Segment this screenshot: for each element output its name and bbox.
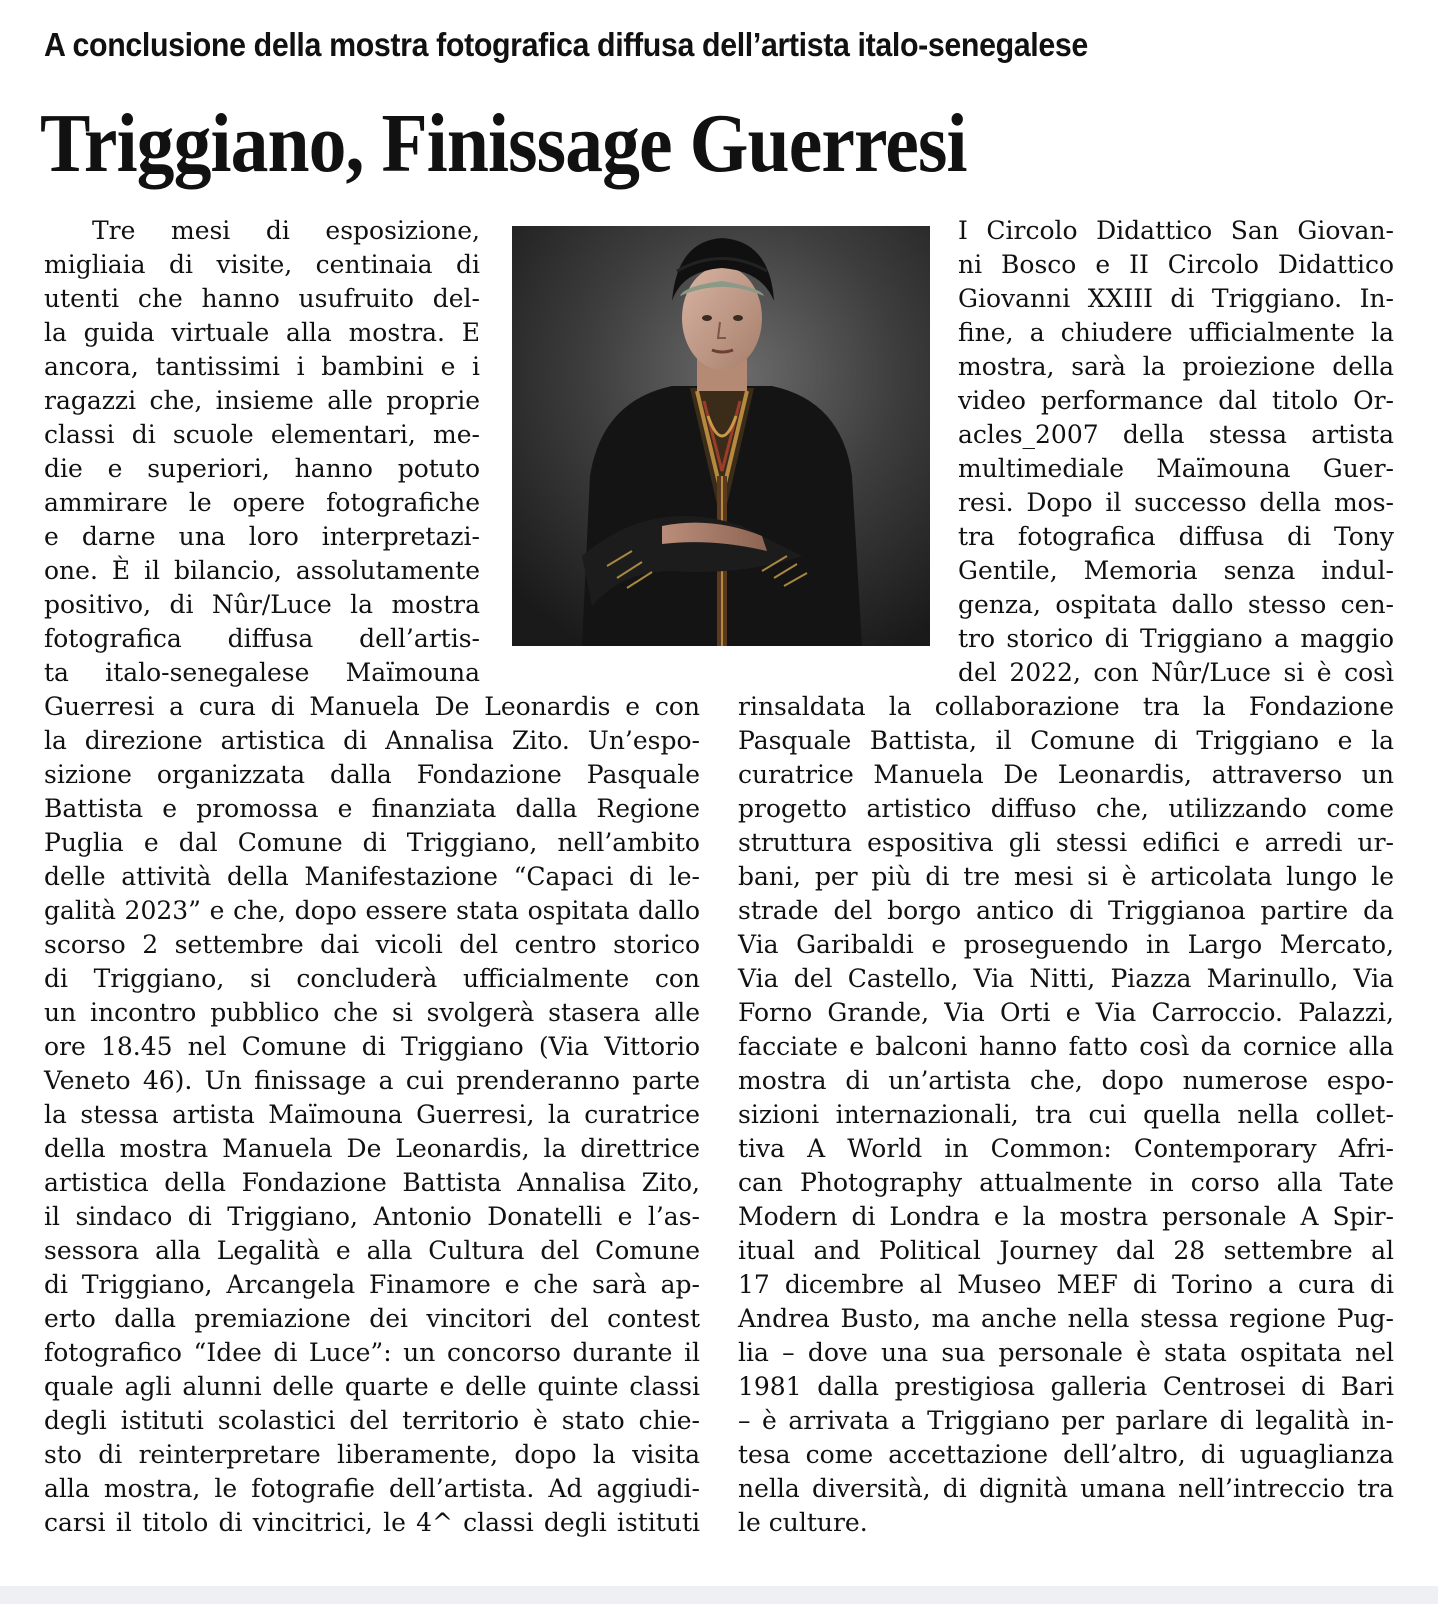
text-line: Modern di Londra e la mostra personale A Spir-	[738, 1202, 1394, 1231]
text-line: itual and Political Journey dal 28 settembre al	[738, 1236, 1394, 1265]
text-line: fotografica diffusa dell’artis-	[44, 624, 480, 653]
text-line: strade del borgo antico di Triggianoa partire da	[738, 896, 1394, 925]
portrait-photo-icon	[512, 226, 930, 646]
column-left-top	[44, 214, 480, 690]
text-line: tiva A World in Common: Contemporary Afri-	[738, 1134, 1394, 1163]
text-line: curatrice Manuela De Leonardis, attraverso un	[738, 760, 1394, 789]
text-line: del 2022, con Nûr/Luce si è così	[958, 658, 1394, 687]
text-line: sizioni internazionali, tra cui quella nella collet-	[738, 1100, 1394, 1129]
text-line: delle attività della Manifestazione “Capaci di le-	[44, 862, 700, 891]
text-line: Puglia e dal Comune di Triggiano, nell’ambito	[44, 828, 700, 857]
text-line: Tre mesi di esposizione,	[92, 216, 480, 245]
text-line: alla mostra, le fotografie dell’artista. Ad aggiudi-	[44, 1474, 700, 1503]
page-bottom-edge	[0, 1586, 1438, 1604]
text-line: video performance dal titolo Or-	[958, 386, 1394, 415]
text-line: scorso 2 settembre dai vicoli del centro storico	[44, 930, 700, 959]
text-line: degli istituti scolastici del territorio è stato chie-	[44, 1406, 700, 1435]
text-line: sessora alla Legalità e alla Cultura del Comune	[44, 1236, 700, 1265]
text-line: die e superiori, hanno potuto	[44, 454, 480, 483]
text-line: tra fotografica diffusa di Tony	[958, 522, 1394, 551]
text-line: struttura espositiva gli stessi edifici e arredi ur-	[738, 828, 1394, 857]
text-line: sizione organizzata dalla Fondazione Pasquale	[44, 760, 700, 789]
text-line: artistica della Fondazione Battista Annalisa Zito,	[44, 1168, 700, 1197]
text-line: classi di scuole elementari, me-	[44, 420, 480, 449]
text-line: Forno Grande, Via Orti e Via Carroccio. Palazzi,	[738, 998, 1394, 1027]
text-line: le culture.	[738, 1508, 868, 1537]
text-line: ancora, tantissimi i bambini e i	[44, 352, 480, 381]
text-line: Gentile, Memoria senza indul-	[958, 556, 1394, 585]
text-line: galità 2023” e che, dopo essere stata ospitata dallo	[44, 896, 700, 925]
text-line: I Circolo Didattico San Giovan-	[958, 216, 1394, 245]
text-line: sto di reinterpretare liberamente, dopo la visita	[44, 1440, 700, 1469]
text-line: migliaia di visite, centinaia di	[44, 250, 480, 279]
column-right-top	[958, 214, 1394, 690]
text-line: multimediale Maïmouna Guer-	[958, 454, 1394, 483]
column-right-bottom	[738, 690, 1394, 1540]
text-line: bani, per più di tre mesi si è articolata lungo le	[738, 862, 1394, 891]
text-line: un incontro pubblico che si svolgerà stasera alle	[44, 998, 700, 1027]
portrait-illustration	[512, 226, 930, 646]
text-line: ragazzi che, insieme alle proprie	[44, 386, 480, 415]
text-line: ore 18.45 nel Comune di Triggiano (Via Vittorio	[44, 1032, 700, 1061]
text-line: Guerresi a cura di Manuela De Leonardis e con	[44, 692, 700, 721]
text-line: nella diversità, di dignità umana nell’intreccio tra	[738, 1474, 1394, 1503]
text-line: la direzione artistica di Annalisa Zito. Un’espo-	[44, 726, 700, 755]
text-line: genza, ospitata dallo stesso cen-	[958, 590, 1394, 619]
text-line: 17 dicembre al Museo MEF di Torino a cura di	[738, 1270, 1394, 1299]
text-line: tesa come accettazione dell’altro, di uguaglianza	[738, 1440, 1394, 1469]
text-line: 1981 dalla prestigiosa galleria Centrosei di Bari	[738, 1372, 1394, 1401]
text-line: erto dalla premiazione dei vincitori del contest	[44, 1304, 700, 1333]
text-line: Giovanni XXIII di Triggiano. In-	[958, 284, 1394, 313]
text-line: mostra di un’artista che, dopo numerose espo-	[738, 1066, 1394, 1095]
text-line: can Photography attualmente in corso alla Tate	[738, 1168, 1394, 1197]
text-line: Pasquale Battista, il Comune di Triggiano e la	[738, 726, 1394, 755]
text-line: rinsaldata la collaborazione tra la Fondazione	[738, 692, 1394, 721]
text-line: ni Bosco e II Circolo Didattico	[958, 250, 1394, 279]
text-line: di Triggiano, Arcangela Finamore e che sarà ap-	[44, 1270, 700, 1299]
text-line: resi. Dopo il successo della mos-	[958, 488, 1394, 517]
text-line: one. È il bilancio, assolutamente	[44, 556, 480, 585]
article-kicker: A conclusione della mostra fotografica diffusa dell’artista italo-senegalese	[44, 26, 1088, 63]
text-line: di Triggiano, si concluderà ufficialmente con	[44, 964, 700, 993]
text-line: – è arrivata a Triggiano per parlare di legalità in-	[738, 1406, 1394, 1435]
text-line: positivo, di Nûr/Luce la mostra	[44, 590, 480, 619]
text-line: il sindaco di Triggiano, Antonio Donatelli e l’as-	[44, 1202, 700, 1231]
text-line: Andrea Busto, ma anche nella stessa regione Pug-	[738, 1304, 1394, 1333]
text-line: quale agli alunni delle quarte e delle quinte classi	[44, 1372, 700, 1401]
text-line: Veneto 46). Un finissage a cui prenderanno parte	[44, 1066, 700, 1095]
text-line: carsi il titolo di vincitrici, le 4^ classi degli istituti	[44, 1508, 700, 1537]
text-line: la stessa artista Maïmouna Guerresi, la curatrice	[44, 1100, 700, 1129]
text-line: fotografico “Idee di Luce”: un concorso durante il	[44, 1338, 700, 1367]
text-line: e darne una loro interpretazi-	[44, 522, 480, 551]
text-line: facciate e balconi hanno fatto così da cornice alla	[738, 1032, 1394, 1061]
column-left-bottom	[44, 690, 700, 1540]
text-line: Battista e promossa e finanziata dalla Regione	[44, 794, 700, 823]
text-line: fine, a chiudere ufficialmente la	[958, 318, 1394, 347]
text-line: utenti che hanno usufruito del-	[44, 284, 480, 313]
text-line: mostra, sarà la proiezione della	[958, 352, 1394, 381]
article-headline: Triggiano, Finissage Guerresi	[40, 97, 967, 190]
text-line: Via del Castello, Via Nitti, Piazza Marinullo, Via	[738, 964, 1394, 993]
text-line: della mostra Manuela De Leonardis, la direttrice	[44, 1134, 700, 1163]
text-line: lia – dove una sua personale è stata ospitata nel	[738, 1338, 1394, 1367]
text-line: acles_2007 della stessa artista	[958, 420, 1394, 449]
text-line: tro storico di Triggiano a maggio	[958, 624, 1394, 653]
text-line: ammirare le opere fotografiche	[44, 488, 480, 517]
text-line: ta italo-senegalese Maïmouna	[44, 658, 480, 687]
text-line: progetto artistico diffuso che, utilizzando come	[738, 794, 1394, 823]
text-line: Via Garibaldi e proseguendo in Largo Mercato,	[738, 930, 1394, 959]
text-line: la guida virtuale alla mostra. E	[44, 318, 480, 347]
